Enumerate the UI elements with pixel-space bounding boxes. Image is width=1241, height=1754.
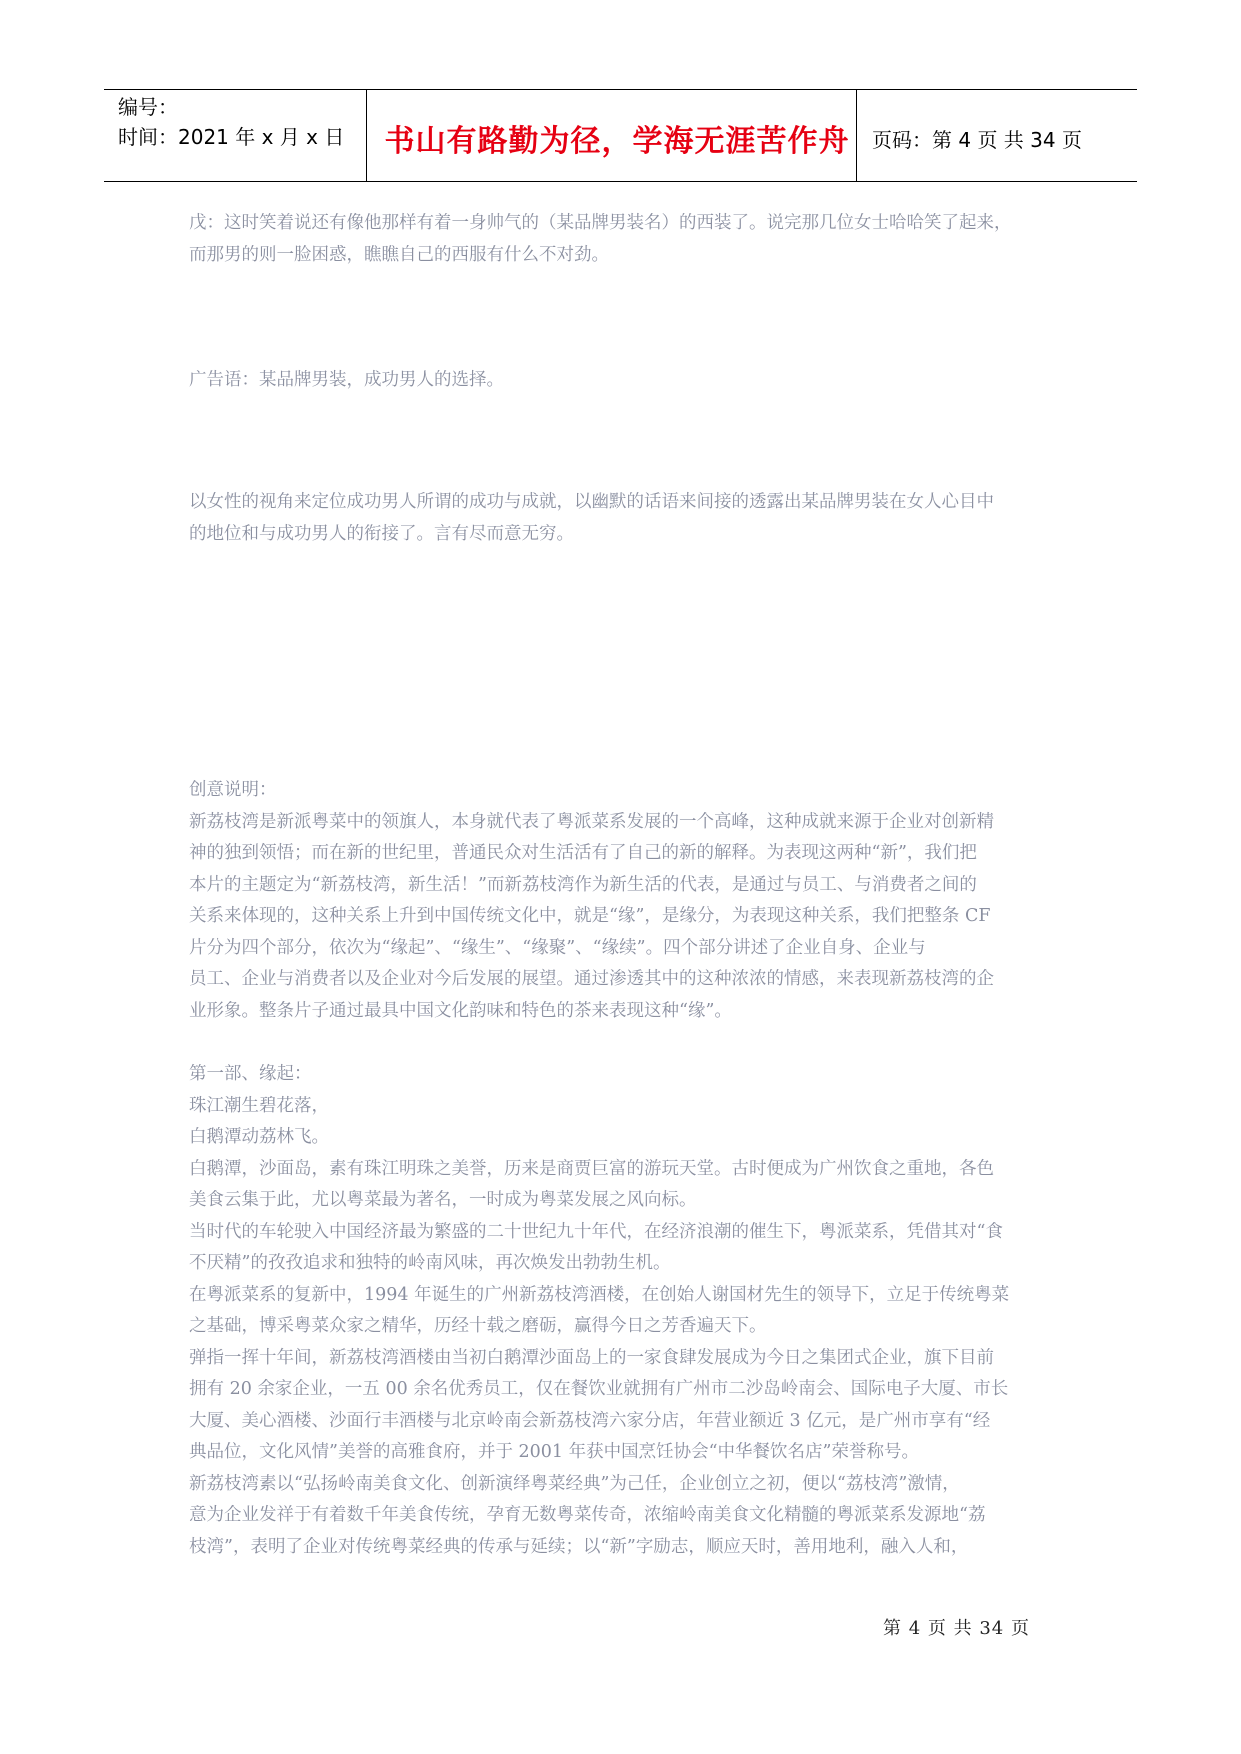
text-line: 本片的主题定为“新荔枝湾，新生活！”而新荔枝湾作为新生活的代表，是通过与员工、与消费者之间的 — [189, 874, 977, 895]
text-line: 不厌精”的孜孜追求和独特的岭南风味，再次焕发出勃勃生机。 — [189, 1253, 671, 1273]
text-line: 美食云集于此，尤以粤菜最为著名，一时成为粤菜发展之风向标。 — [189, 1190, 697, 1210]
header-divider-left — [366, 90, 367, 181]
verse-line: 珠江潮生碧花落， — [189, 1095, 329, 1116]
text-line: 弹指一挥十年间，新荔枝湾酒楼由当初白鹅潭沙面岛上的一家食肆发展成为今日之集团式企业，旗下目前 — [189, 1347, 994, 1368]
text-line: 枝湾”，表明了企业对传统粤菜经典的传承与延续；以“新”字励志，顺应天时，善用地利，融入人和， — [189, 1536, 969, 1557]
text-line: 典品位，文化风情”美誉的高雅食府，并于 2001 年获中国烹饪协会“中华餐饮名店”荣誉称号。 — [189, 1442, 919, 1462]
paragraph-creative-notes — [189, 775, 1059, 1027]
text-line: 以女性的视角来定位成功男人所谓的成功与成就，以幽默的话语来间接的透露出某品牌男装在女人心目中 — [189, 492, 994, 512]
text-line: 当时代的车轮驶入中国经济最为繁盛的二十世纪九十年代，在经济浪潮的催生下，粤派菜系，凭借其对“食 — [189, 1221, 1003, 1242]
text-line: 而那男的则一脸困惑，瞧瞧自己的西服有什么不对劲。 — [189, 244, 609, 265]
section-heading: 创意说明： — [189, 780, 277, 800]
text-line: 之基础，博采粤菜众家之精华，历经十载之磨砺，赢得今日之芳香遍天下。 — [189, 1316, 767, 1336]
text-line: 片分为四个部分，依次为“缘起”、“缘生”、“缘聚”、“缘续”。四个部分讲述了企业自身、企业与 — [189, 937, 926, 958]
text-line: 业形象。整条片子通过最具中国文化韵味和特色的茶来表现这种“缘”。 — [189, 1000, 732, 1021]
text-line: 新荔枝湾素以“弘扬岭南美食文化、创新演绎粤菜经典”为己任，企业创立之初，便以“荔枝湾”激情， — [189, 1473, 960, 1494]
paragraph-analysis — [189, 487, 1059, 550]
text-line: 大厦、美心酒楼、沙面行丰酒楼与北京岭南会新荔枝湾六家分店，年营业额近 3 亿元，是广州市享有“经 — [189, 1410, 991, 1431]
text-line: 关系来体现的，这种关系上升到中国传统文化中，就是“缘”，是缘分，为表现这种关系，我们把整条 CF — [189, 906, 991, 926]
text-line: 员工、企业与消费者以及企业对今后发展的展望。通过渗透其中的这种浓浓的情感，来表现新荔枝湾的企 — [189, 969, 994, 989]
header-motto: 书山有路勤为径，学海无涯苦作舟 — [384, 124, 850, 159]
text-line: 的地位和与成功男人的衔接了。言有尽而意无穷。 — [189, 523, 574, 544]
text-line: 戊：这时笑着说还有像他那样有着一身帅气的（某品牌男装名）的西装了。说完那几位女士哈哈笑了起来， — [189, 213, 1012, 233]
text-line: 神的独到领悟；而在新的世纪里，普通民众对生活活有了自己的新的解释。为表现这两种“新”，我们把 — [189, 843, 977, 863]
number-label: 编号： — [118, 95, 178, 119]
paragraph-part-one — [189, 1059, 1059, 1563]
page-footer: 第 4 页 共 34 页 — [883, 1618, 1030, 1639]
verse-line: 白鹅潭动荔林飞。 — [189, 1127, 329, 1147]
text-line: 在粤派菜系的复新中，1994 年诞生的广州新荔枝湾酒楼，在创始人谢国材先生的领导下，立足于传统粤菜 — [189, 1284, 1010, 1305]
page-header — [104, 89, 1137, 182]
text-line: 意为企业发祥于有着数千年美食传统，孕育无数粤菜传奇，浓缩岭南美食文化精髓的粤派菜系发源地“荔 — [189, 1505, 986, 1525]
text-line: 广告语：某品牌男装，成功男人的选择。 — [189, 370, 504, 390]
paragraph-slogan — [189, 365, 1059, 397]
section-heading: 第一部、缘起： — [189, 1064, 312, 1084]
text-line: 拥有 20 余家企业，一五 00 余名优秀员工，仅在餐饮业就拥有广州市二沙岛岭南会、国际电子大厦、市长 — [189, 1379, 1009, 1399]
text-line: 新荔枝湾是新派粤菜中的领旗人，本身就代表了粤派菜系发展的一个高峰，这种成就来源于企业对创新精 — [189, 811, 994, 832]
paragraph-dialogue — [189, 208, 1059, 271]
time-label: 时间：2021 年 x 月 x 日 — [118, 125, 345, 149]
header-page-label: 页码：第 4 页 共 34 页 — [872, 128, 1082, 152]
header-info — [118, 92, 344, 152]
text-line: 白鹅潭，沙面岛，素有珠江明珠之美誉，历来是商贾巨富的游玩天堂。古时便成为广州饮食之重地，各色 — [189, 1158, 994, 1179]
